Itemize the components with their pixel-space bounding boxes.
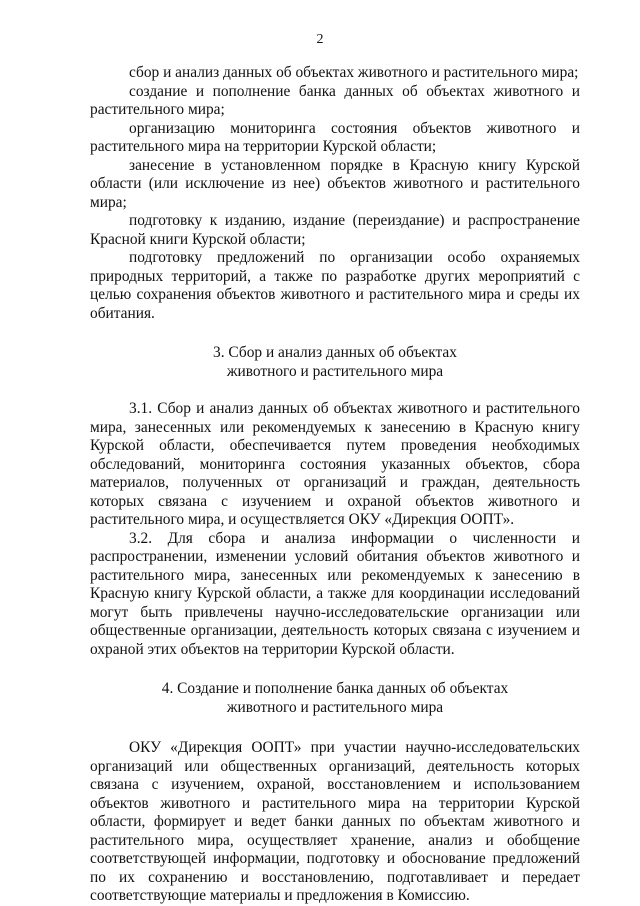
list-item: организацию мониторинга состояния объектов животного и растительного мира на территории Курской области; <box>90 119 580 155</box>
section-3-title-line-2: животного и растительного мира <box>226 362 444 380</box>
page-number: 2 <box>316 32 324 47</box>
list-item: подготовку предложений по организации особо охраняемых природных территорий, а также по разработке других мероприятий с целью сохранения объектов животного и растительного мира и среды их обитания. <box>90 249 580 322</box>
list-item: занесение в установленном порядке в Красную книгу Курской области (или исключение из нее) объектов животного и растительного мира; <box>90 156 580 211</box>
section-4-title-line-2: животного и растительного мира <box>226 698 444 716</box>
list-item: подготовку к изданию, издание (переиздание) и распространение Красной книги Курской области; <box>90 212 580 248</box>
section-4-title-line-1: 4. Создание и пополнение банка данных об объектах <box>161 680 509 697</box>
section-4-heading <box>90 680 580 717</box>
section-4-paragraph-1: ОКУ «Дирекция ООПТ» при участии научно-исследовательских организаций или общественных организаций, деятельность которых связана с изучением, охраной, восстановлением и использованием объектов животного и растительного мира на территории Курской области, формирует и ведет банки данных по объектам животного и растительного мира, осуществляет хранение, анализ и обобщение соответствующей информации, подготовку и обоснование предложений по их сохранению и восстановлению, подготавливает и передает соответствующие материалы и предложения в Комиссию. <box>90 739 580 904</box>
document-body <box>90 64 580 906</box>
list-item: создание и пополнение банка данных об объектах животного и растительного мира; <box>90 82 580 118</box>
list-item: сбор и анализ данных об объектах животного и растительного мира; <box>129 64 579 81</box>
section-3-paragraph-1: 3.1. Сбор и анализ данных об объектах животного и растительного мира, занесенных или рекомендуемых к занесению в Красную книгу Курской области, обеспечивается путем проведения необходимых обследований, мониторинга состояния указанных объектов, сбора материалов, полученных от организаций и граждан, деятельность которых связана с изучением и охраной объектов животного и растительного мира, и осуществляется ОКУ «Дирекция ООПТ». <box>90 400 580 528</box>
section-3-paragraph-2: 3.2. Для сбора и анализа информации о численности и распространении, изменении условий обитания объектов животного и растительного мира, занесенных или рекомендуемых к занесению в Красную книгу Курской области, а также для координации исследований могут быть привлечены научно-исследовательские организации или общественные организации, деятельность которых связана с изучением и охраной этих объектов на территории Курской области. <box>90 529 580 658</box>
section-3-heading <box>90 344 580 381</box>
section-3-title-line-1: 3. Сбор и анализ данных об объектах <box>213 344 457 361</box>
